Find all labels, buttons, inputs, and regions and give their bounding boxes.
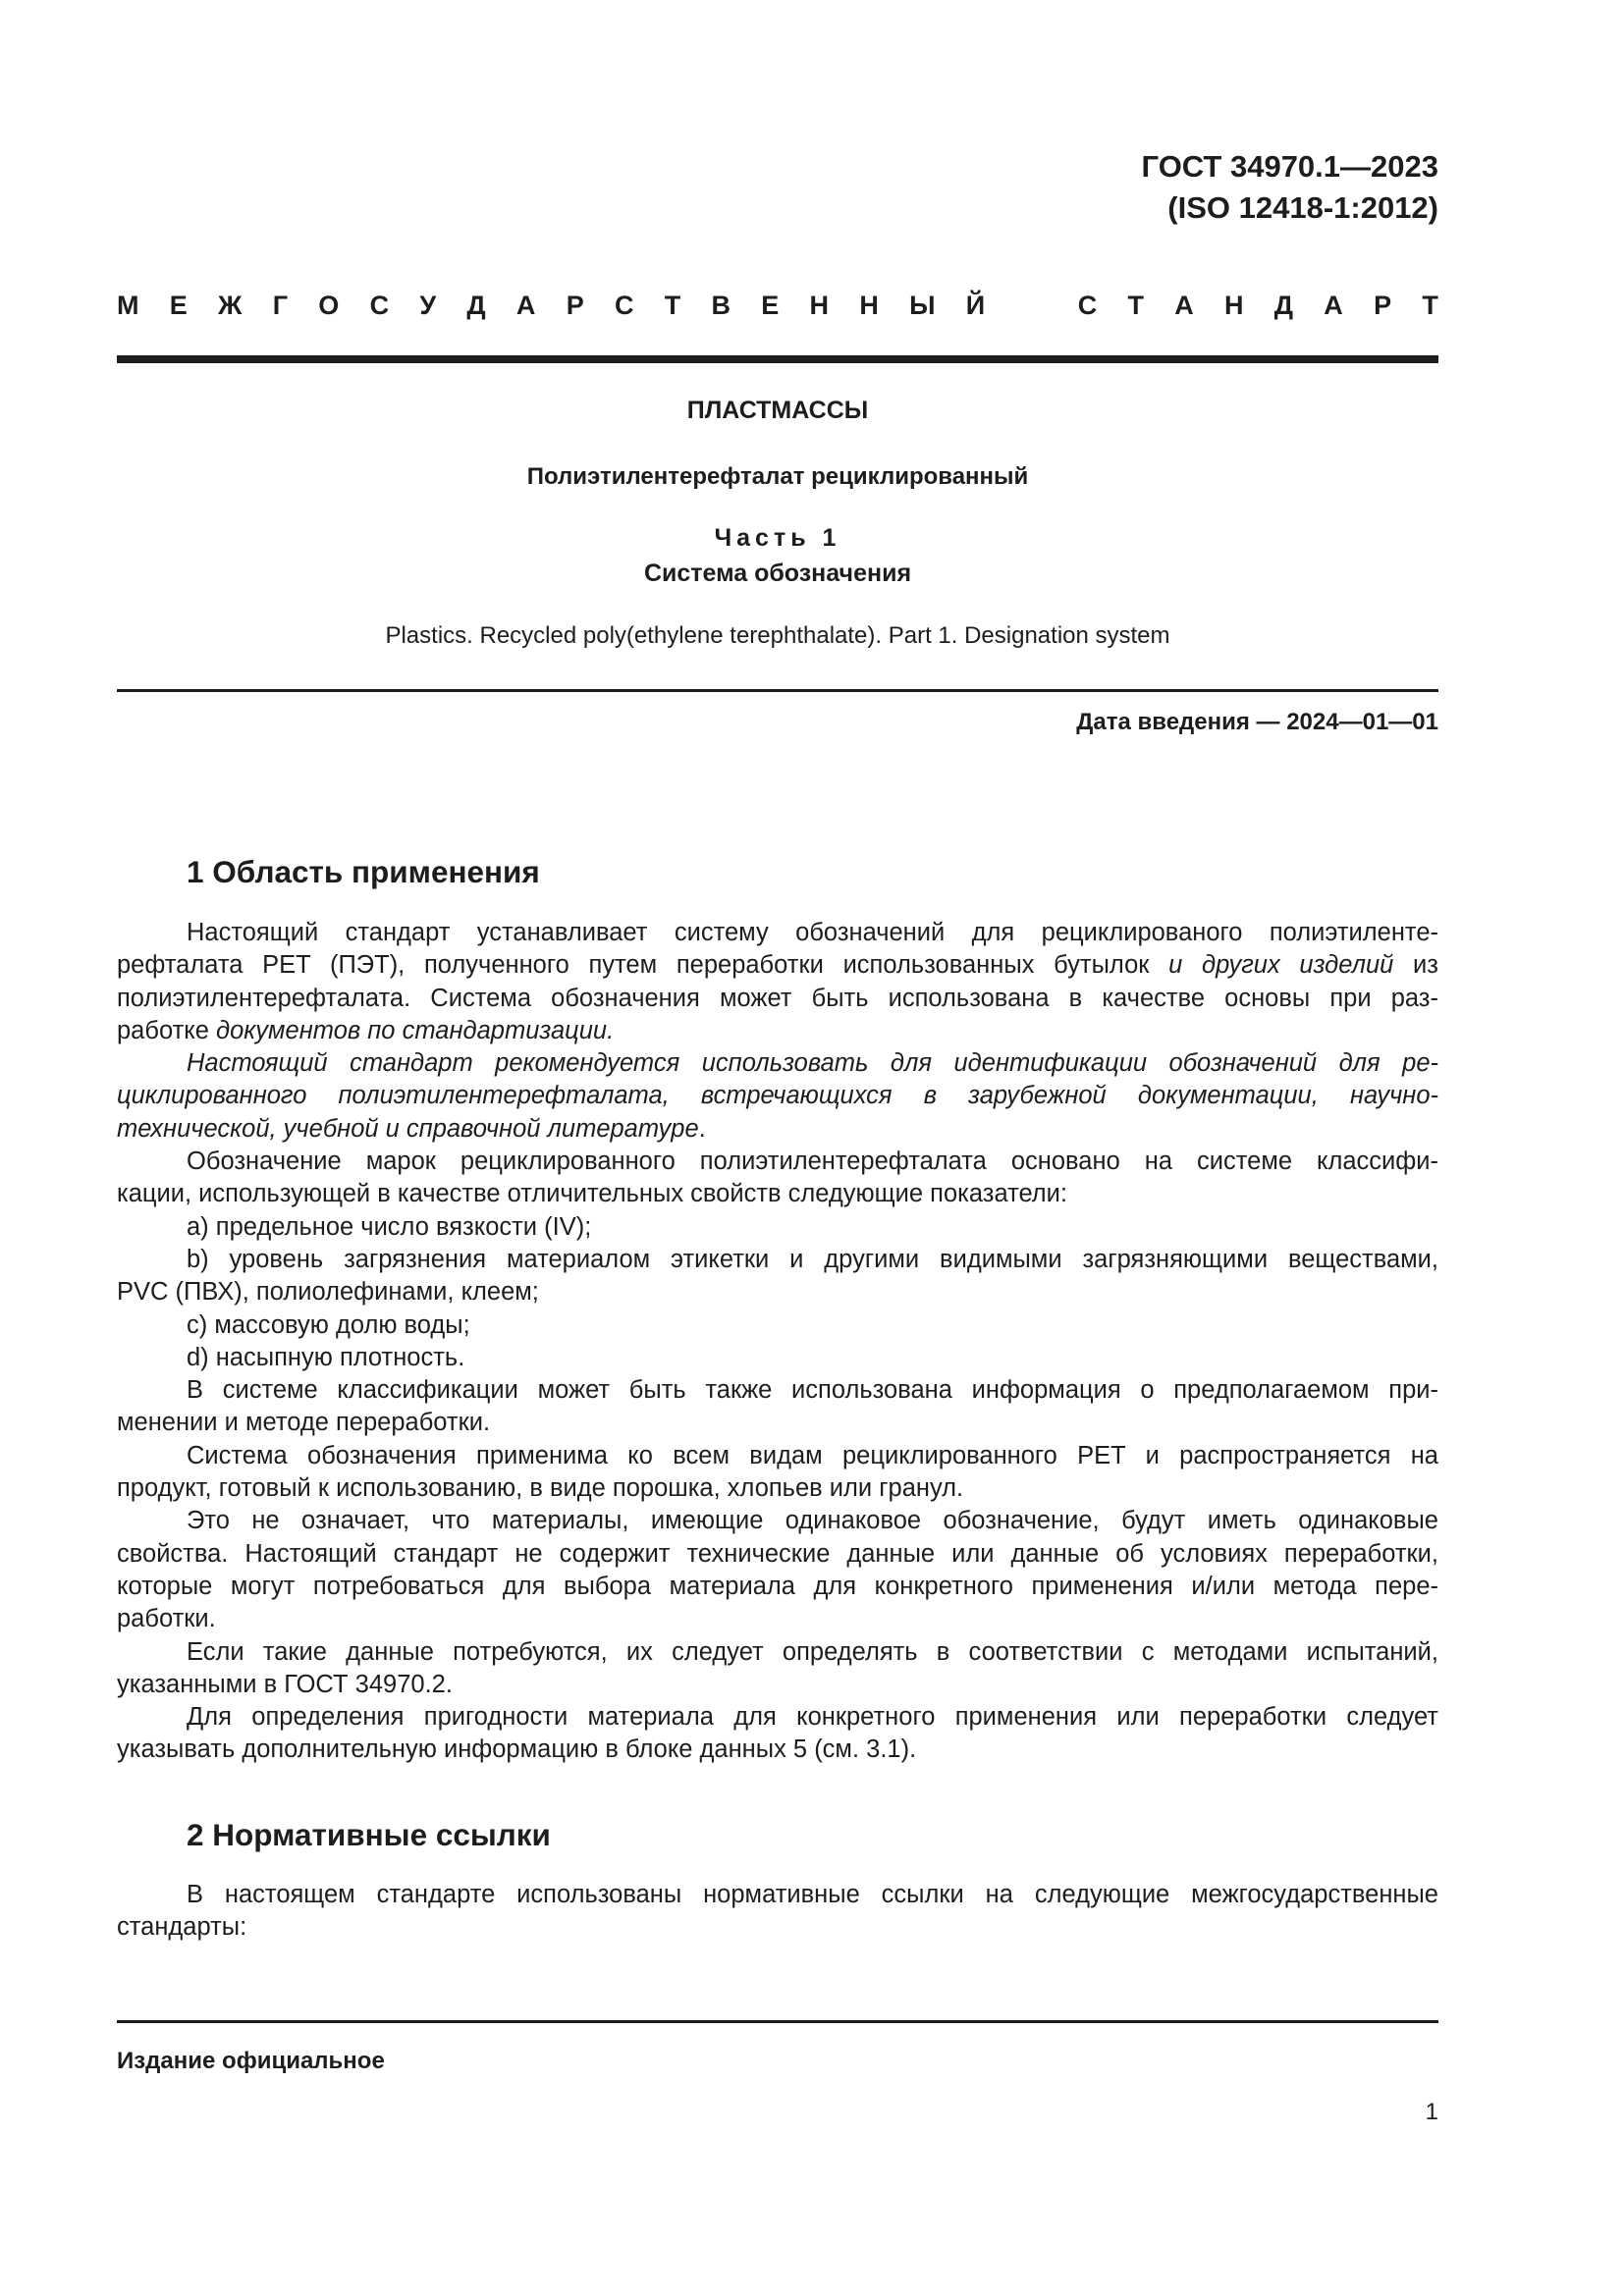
text-line: [117, 983, 1438, 1015]
text-line: [117, 1178, 1438, 1210]
banner-letter: Н: [809, 291, 830, 320]
text-run: Настоящий стандарт устанавливает систему обозначений для рециклированого полиэтиленте-: [187, 919, 1438, 946]
banner-letter: О: [318, 291, 340, 320]
text-run: которые могут потребоваться для выбора материала для конкретного применения и/или метода пере-: [117, 1572, 1438, 1600]
text-line: [117, 1146, 1438, 1178]
banner-letter: А: [1324, 291, 1343, 320]
text-line: [117, 1276, 1438, 1308]
italic-text: документов по стандартизации.: [215, 1016, 615, 1044]
title-main: ПЛАСТМАССЫ: [686, 397, 869, 424]
banner-letter: Н: [859, 291, 879, 320]
text-line: [117, 1571, 1438, 1603]
text-line: [117, 1374, 1438, 1407]
section-1-heading: 1 Область применения: [187, 854, 540, 889]
banner-letter: Р: [1374, 291, 1392, 320]
banner-letter: У: [419, 291, 437, 320]
banner-letter: М: [117, 291, 139, 320]
italic-text: Настоящий стандарт рекомендуется использовать для идентификации обозначений для ре-: [187, 1049, 1438, 1078]
iso-number: (ISO 12418-1:2012): [1167, 190, 1438, 225]
text-line: [117, 1309, 1438, 1342]
title-subtitle: Полиэтилентерефталат рециклированный: [526, 463, 1029, 490]
section-2-heading: 2 Нормативные ссылки: [187, 1817, 551, 1852]
text-line: [117, 1879, 1438, 1911]
banner-letter: Т: [1422, 291, 1438, 320]
title-part-name: Система обозначения: [643, 560, 912, 587]
section-2-body: [117, 1879, 1438, 1945]
text-line: [117, 1342, 1438, 1374]
text-run: PVC (ПВХ), полиолефинами, клеем;: [117, 1278, 539, 1307]
section-1-body: [117, 917, 1438, 1767]
text-run: Система обозначения применима ко всем видам рециклированного PET и распространяется на: [187, 1441, 1438, 1469]
banner-letter: С: [614, 291, 634, 320]
page-number: 1: [1425, 2099, 1438, 2125]
banner-letter: Н: [1224, 291, 1244, 320]
text-run: работке: [117, 1016, 216, 1044]
title-part: Часть 1: [714, 524, 841, 552]
text-run: Обозначение марок рециклированного полиэтилентерефталата основано на системе классифи-: [187, 1148, 1438, 1176]
text-line: [117, 1603, 1438, 1635]
banner-letter: С: [369, 291, 390, 320]
italic-text: и других изделий: [1168, 951, 1394, 980]
text-run: В системе классификации может быть также использована информация о предполагаемом при-: [187, 1376, 1438, 1405]
text-run: кации, использующей в качестве отличительных свойств следующие показатели:: [117, 1180, 1068, 1208]
banner-letter: Р: [566, 291, 584, 320]
text-line: [117, 1015, 1438, 1047]
text-run: d) насыпную плотность.: [187, 1343, 465, 1371]
top-thick-rule: [117, 355, 1438, 363]
text-line: [117, 1407, 1438, 1439]
banner-letter: Д: [1273, 291, 1294, 320]
official-edition: Издание официальное: [117, 2048, 385, 2074]
text-line: [117, 1047, 1438, 1080]
text-run: .: [698, 1114, 706, 1143]
banner-letter: Ы: [909, 291, 936, 320]
text-run: стандарты:: [117, 1913, 247, 1942]
banner-letter: Ж: [218, 291, 243, 320]
text-line: [117, 1472, 1438, 1505]
banner-letter: Т: [1127, 291, 1144, 320]
text-run: a) предельное число вязкости (IV);: [187, 1212, 592, 1241]
text-line: [117, 1244, 1438, 1276]
text-run: указанными в ГОСТ 34970.2.: [117, 1670, 453, 1698]
banner-letter: Д: [466, 291, 486, 320]
text-run: менении и методе переработки.: [117, 1409, 491, 1437]
text-run: рефталата PET (ПЭТ), полученного путем переработки использованных бутылок: [117, 951, 1169, 980]
text-line: [117, 1701, 1438, 1734]
text-run: полиэтилентерефталата. Система обозначения может быть использована в качестве основы при раз-: [117, 984, 1438, 1012]
banner-letter: Е: [761, 291, 780, 320]
text-line: [117, 1538, 1438, 1571]
text-run: указывать дополнительную информацию в блоке данных 5 (см. 3.1).: [117, 1735, 917, 1764]
text-run: из: [1393, 951, 1438, 980]
banner-word-gap: [1015, 291, 1047, 321]
text-run: Если такие данные потребуются, их следует определять в соответствии с методами испытаний,: [187, 1637, 1438, 1666]
banner-letter: Е: [169, 291, 188, 320]
text-run: работки.: [117, 1605, 216, 1633]
text-line: [117, 1505, 1438, 1537]
text-line: [117, 1440, 1438, 1472]
footer-rule: [117, 2020, 1438, 2023]
text-run: свойства. Настоящий стандарт не содержит технические данные или данные об условиях переработки,: [117, 1539, 1438, 1568]
italic-text: циклированного полиэтилентерефталата, встречающихся в зарубежной документации, научно-: [117, 1082, 1438, 1110]
banner-letter: А: [1174, 291, 1194, 320]
intro-date: Дата введения — 2024—01—01: [1076, 709, 1438, 735]
text-line: [117, 949, 1438, 982]
text-run: В настоящем стандарте использованы нормативные ссылки на следующие межгосударственные: [187, 1881, 1438, 1908]
title-rule: [117, 689, 1438, 692]
text-line: [117, 1669, 1438, 1701]
text-run: c) массовую долю воды;: [187, 1310, 470, 1339]
text-line: [117, 1080, 1438, 1112]
text-line: [117, 1113, 1438, 1146]
text-run: продукт, готовый к использованию, в виде порошка, хлопьев или гранул.: [117, 1474, 964, 1503]
text-line: [117, 1636, 1438, 1669]
banner-letter: Т: [664, 291, 681, 320]
banner-letter: А: [515, 291, 536, 320]
banner-letter: Й: [965, 291, 986, 320]
text-run: Для определения пригодности материала для конкретного применения или переработки следует: [187, 1703, 1438, 1732]
title-english: Plastics. Recycled poly(ethylene terephthalate). Part 1. Designation system: [385, 622, 1170, 649]
text-line: [117, 1211, 1438, 1244]
banner-letter: В: [711, 291, 731, 320]
text-line: [117, 1911, 1438, 1944]
interstate-standard-banner: [117, 291, 1438, 321]
gost-number: ГОСТ 34970.1—2023: [1141, 149, 1438, 184]
text-line: [117, 917, 1438, 949]
text-line: [117, 1734, 1438, 1766]
banner-letter: Г: [272, 291, 289, 320]
text-run: Это не означает, что материалы, имеющие одинаковое обозначение, будут иметь одинаковые: [187, 1507, 1438, 1535]
italic-text: технической, учебной и справочной литературе: [117, 1114, 699, 1143]
text-run: b) уровень загрязнения материалом этикетки и другими видимыми загрязняющими веществами,: [187, 1245, 1438, 1273]
banner-letter: С: [1077, 291, 1098, 320]
